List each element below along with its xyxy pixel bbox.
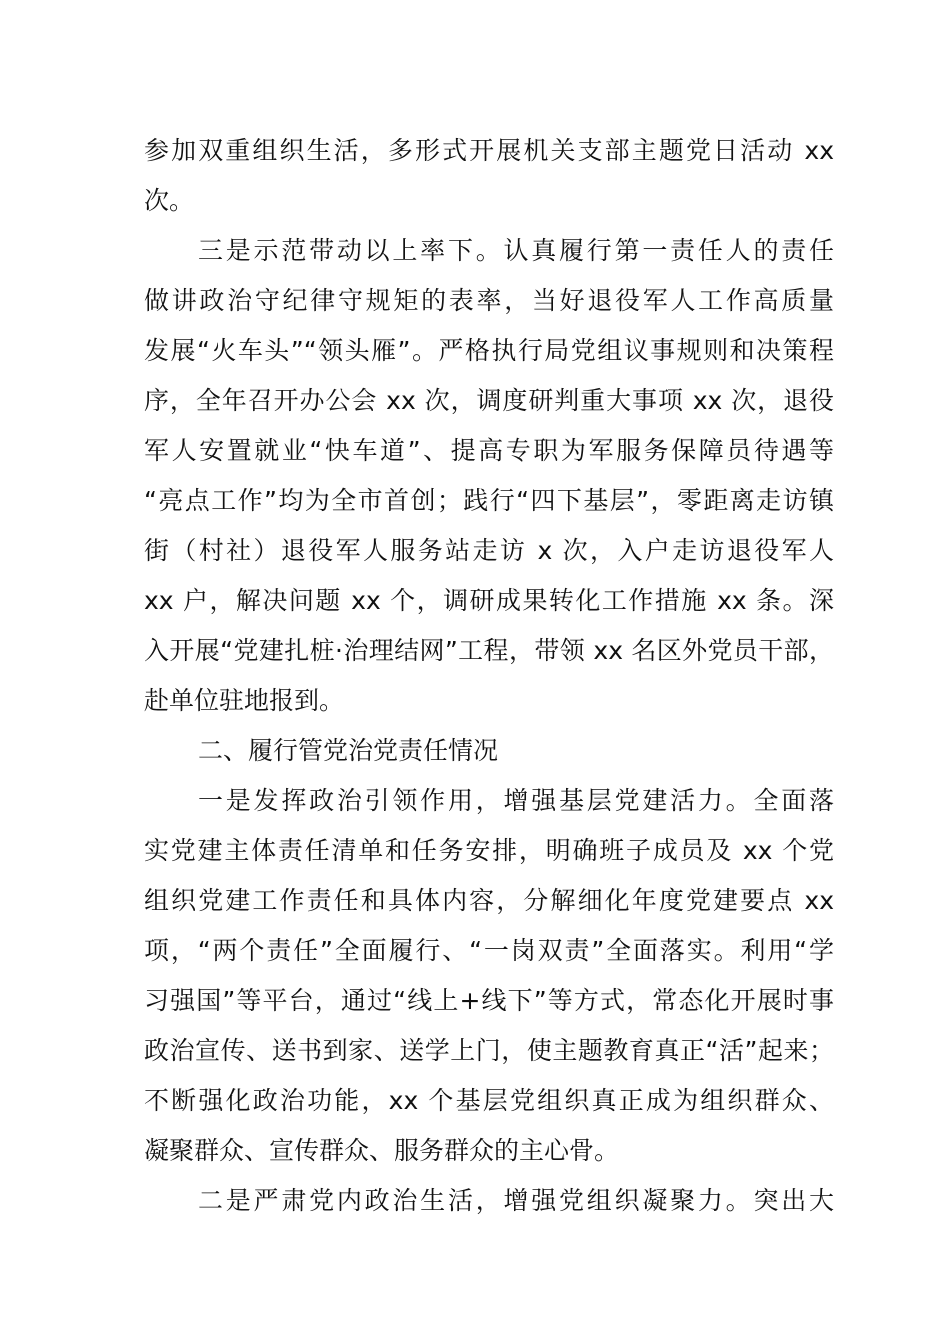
text-line: 发展“火车头”“领头雁”。严格执行局党组议事规则和决策程 <box>144 336 834 365</box>
text-line: 实党建主体责任清单和任务安排，明确班子成员及 xx 个党 <box>144 836 834 865</box>
text-line: 参加双重组织生活，多形式开展机关支部主题党日活动 xx <box>144 136 834 165</box>
text-line: 组织党建工作责任和具体内容，分解细化年度党建要点 xx <box>144 886 834 915</box>
text-line: “亮点工作”均为全市首创；践行“四下基层”，零距离走访镇 <box>144 486 834 515</box>
text-line: 入开展“党建扎桩·治理结网”工程，带领 xx 名区外党员干部， <box>144 636 834 665</box>
text-line: 赴单位驻地报到。 <box>144 686 345 715</box>
text-line: xx 户，解决问题 xx 个，调研成果转化工作措施 xx 条。深 <box>144 586 834 615</box>
paragraph-start-line: 三是示范带动以上率下。认真履行第一责任人的责任 <box>198 236 834 265</box>
text-line: 次。 <box>144 186 195 215</box>
text-line: 不断强化政治功能，xx 个基层党组织真正成为组织群众、 <box>144 1086 834 1115</box>
paragraph-start-line: 二是严肃党内政治生活，增强党组织凝聚力。突出大 <box>198 1186 834 1215</box>
text-line: 做讲政治守纪律守规矩的表率，当好退役军人工作高质量 <box>144 286 834 315</box>
document-body <box>144 126 834 1226</box>
paragraph-start-line: 一是发挥政治引领作用，增强基层党建活力。全面落 <box>198 786 834 815</box>
section-heading: 二、履行管党治党责任情况 <box>198 736 499 765</box>
text-line: 街（村社）退役军人服务站走访 x 次，入户走访退役军人 <box>144 536 834 565</box>
text-line: 凝聚群众、宣传群众、服务群众的主心骨。 <box>144 1136 620 1165</box>
text-line: 习强国”等平台，通过“线上+线下”等方式，常态化开展时事 <box>144 986 834 1015</box>
text-line: 序，全年召开办公会 xx 次，调度研判重大事项 xx 次，退役 <box>144 386 834 415</box>
text-line: 政治宣传、送书到家、送学上门，使主题教育真正“活”起来； <box>144 1036 834 1065</box>
text-line: 项，“两个责任”全面履行、“一岗双责”全面落实。利用“学 <box>144 936 834 965</box>
text-line: 军人安置就业“快车道”、提高专职为军服务保障员待遇等 <box>144 436 834 465</box>
